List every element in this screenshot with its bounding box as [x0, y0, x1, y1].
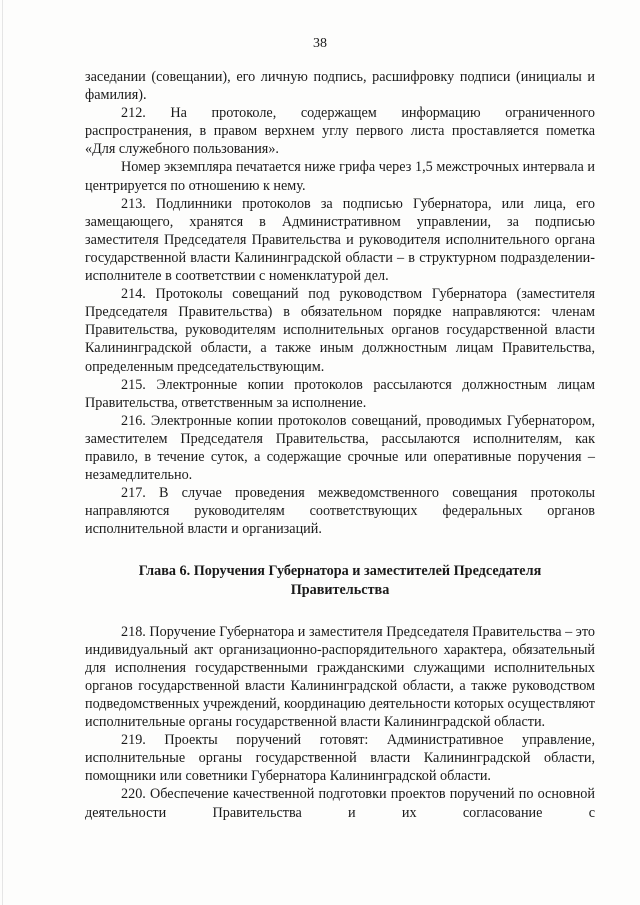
paragraph: 216. Электронные копии протоколов совещаний, проводимых Губернатором, заместителем Председателя Правительства, рассылаются исполнителям, как правило, в течение суток, а содержащие срочные или оперативные поручения – незамедлительно.	[85, 412, 595, 484]
paragraph: 220. Обеспечение качественной подготовки проектов поручений по основной деятельности Правительства и их согласование с	[85, 786, 595, 821]
paragraph: Номер экземпляра печатается ниже грифа через 1,5 межстрочных интервала и центрируется по отношению к нему.	[85, 159, 595, 194]
paragraph-group-top	[85, 68, 595, 538]
paragraph: заседании (совещании), его личную подпись, расшифровку подписи (инициалы и фамилия).	[85, 69, 595, 104]
paragraph: 215. Электронные копии протоколов рассылаются должностным лицам Правительства, ответственным за исполнение.	[85, 376, 595, 411]
paragraph: 212. На протоколе, содержащем информацию ограниченного распространения, в правом верхнем углу первого листа проставляется пометка «Для служебного пользования».	[85, 105, 595, 158]
paragraph-group-bottom	[85, 623, 595, 822]
page-edge-shadow	[2, 0, 3, 905]
page-number: 38	[313, 36, 327, 51]
document-body	[85, 68, 595, 822]
paragraph: 218. Поручение Губернатора и заместителя Председателя Правительства – это индивидуальный акт организационно-распорядительного характера, обязательный для исполнения государственными гражданскими служащими исполнительных органов государственной власти Калининградской области, а также руководством подведомственных учреждений, координацию деятельности которых осуществляют исполнительные органы государственной власти Калининградской области.	[85, 623, 595, 731]
paragraph: 214. Протоколы совещаний под руководством Губернатора (заместителя Председателя Правительства) в обязательном порядке направляются: членам Правительства, руководителям исполнительных органов государственной власти Калининградской области, а также иным должностным лицам Правительства, определенным председательствующим.	[85, 286, 595, 375]
paragraph: 217. В случае проведения межведомственного совещания протоколы направляются руководителям соответствующих федеральных органов исполнительной власти и организаций.	[85, 485, 595, 538]
paragraph: 213. Подлинники протоколов за подписью Губернатора, или лица, его замещающего, хранятся в Административном управлении, за подписью заместителя Председателя Правительства и руководителя исполнительного органа государственной власти Калининградской области – в структурном подразделении-исполнителе в соответствии с номенклатурой дел.	[85, 195, 595, 285]
paragraph: 219. Проекты поручений готовят: Административное управление, исполнительные органы государственной власти Калининградской области, помощники или советники Губернатора Калининградской области.	[85, 732, 595, 785]
chapter-title: Глава 6. Поручения Губернатора и заместителей Председателя Правительства	[138, 563, 542, 598]
